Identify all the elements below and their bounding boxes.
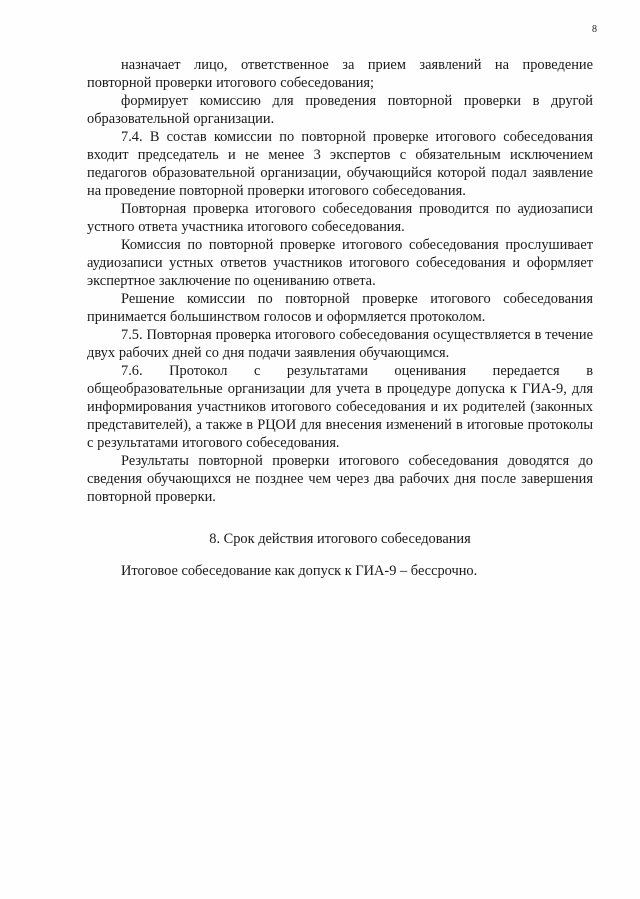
paragraph-results-notification: Результаты повторной проверки итогового собеседования доводятся до сведения обучающихся не позднее чем через два рабочих дня после завершения повторной проверки.	[87, 453, 593, 505]
paragraph-commission-decision: Решение комиссии по повторной проверке итогового собеседования принимается большинством голосов и оформляется протоколом.	[87, 291, 593, 325]
paragraph-commission-listening: Комиссия по повторной проверке итогового собеседования прослушивает аудиозаписи устных ответов участников итогового собеседования и оформляет экспертное заключение по оцениванию ответа.	[87, 237, 593, 289]
document-body	[87, 56, 593, 580]
paragraph-audio-recheck: Повторная проверка итогового собеседования проводится по аудиозаписи устного ответа участника итогового собеседования.	[87, 201, 593, 235]
paragraph-7-6-protocol: 7.6. Протокол с результатами оценивания передается в общеобразовательные организации для учета в процедуре допуска к ГИА-9, для информирования участников итогового собеседования и их родителей (законных представителей), а также в РЦОИ для внесения изменений в итоговые протоколы с результатами итогового собеседования.	[87, 363, 593, 451]
paragraph-responsible-person: назначает лицо, ответственное за прием заявлений на проведение повторной проверки итогового собеседования;	[87, 57, 593, 91]
section-8-text: Итоговое собеседование как допуск к ГИА-9 – бессрочно.	[121, 563, 478, 579]
page-number: 8	[592, 24, 597, 35]
paragraph-7-5-recheck-term: 7.5. Повторная проверка итогового собеседования осуществляется в течение двух рабочих дней со дня подачи заявления обучающимся.	[87, 327, 593, 361]
paragraph-7-4-commission-composition: 7.4. В состав комиссии по повторной проверке итогового собеседования входит председатель и не менее 3 экспертов с обязательным исключением педагогов образовательной организации, обучающийся которой подал заявление на проведение повторной проверки итогового собеседования.	[87, 129, 593, 199]
section-8-heading: 8. Срок действия итогового собеседования	[209, 531, 471, 547]
paragraph-commission-formation: формирует комиссию для проведения повторной проверки в другой образовательной организации.	[87, 93, 593, 127]
